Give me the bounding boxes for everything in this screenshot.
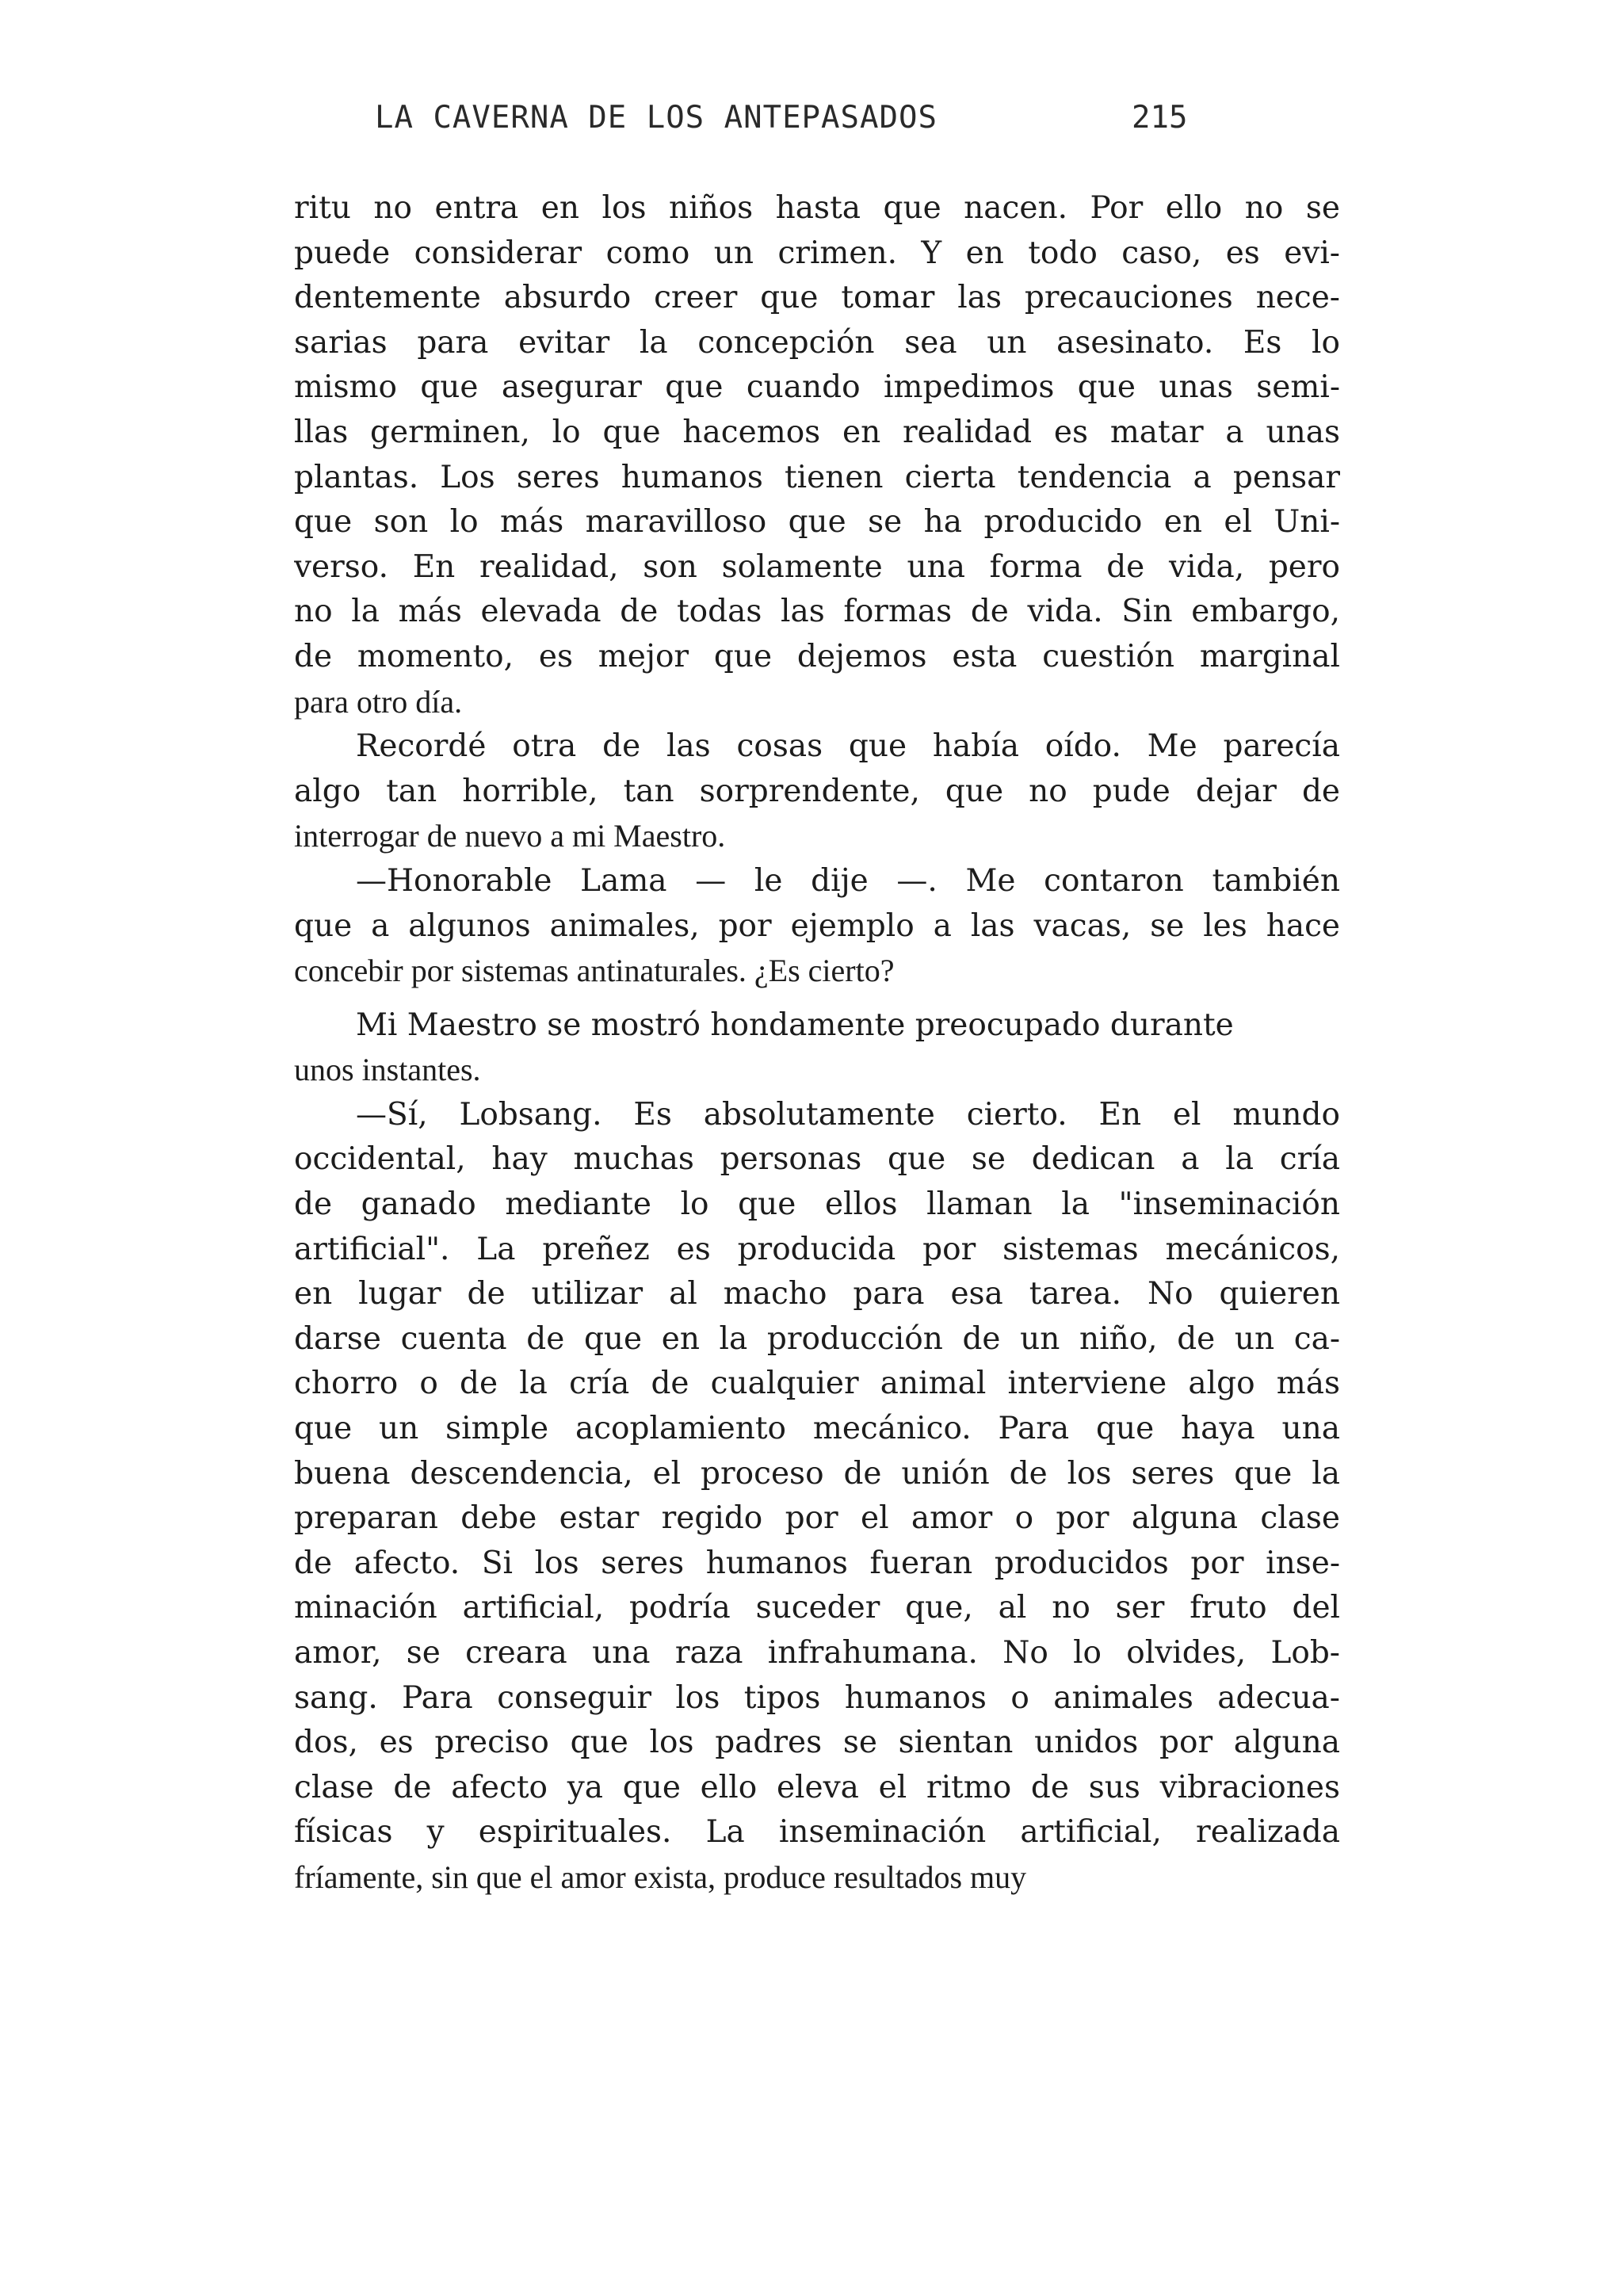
text-line: mismo que asegurar que cuando impedimos que unas semi- xyxy=(294,369,1340,406)
text-line: preparan debe estar regido por el amor o por alguna clase xyxy=(294,1500,1340,1537)
text-line: sang. Para conseguir los tipos humanos o animales adecua- xyxy=(294,1679,1340,1716)
text-line: occidental, hay muchas personas que se dedican a la cría xyxy=(294,1141,1340,1178)
text-line: Mi Maestro se mostró hondamente preocupado durante xyxy=(356,1007,1234,1043)
text-line: concebir por sistemas antinaturales. ¿Es cierto? xyxy=(294,953,895,989)
text-line: que a algunos animales, por ejemplo a las vacas, se les hace xyxy=(294,907,1340,944)
text-line: de momento, es mejor que dejemos esta cuestión marginal xyxy=(294,638,1340,674)
text-line: sarias para evitar la concepción sea un asesinato. Es lo xyxy=(294,324,1340,361)
text-line: de afecto. Si los seres humanos fueran producidos por inse- xyxy=(294,1545,1340,1581)
text-line: para otro día. xyxy=(294,683,463,720)
text-line: amor, se creara una raza infrahumana. No lo olvides, Lob- xyxy=(294,1635,1340,1671)
paragraph xyxy=(294,1093,1340,1901)
text-line: ritu no entra en los niños hasta que nacen. Por ello no se xyxy=(294,190,1340,226)
text-line: que son lo más maravilloso que se ha producido en el Uni- xyxy=(294,504,1340,541)
paragraph xyxy=(294,859,1340,994)
body-text xyxy=(294,186,1340,1901)
text-line: clase de afecto ya que ello eleva el ritmo de sus vibraciones xyxy=(294,1769,1340,1805)
text-line: —Honorable Lama — le dije —. Me contaron también xyxy=(356,862,1340,899)
text-line: —Sí, Lobsang. Es absolutamente cierto. En el mundo xyxy=(356,1096,1340,1133)
paragraph xyxy=(294,1003,1340,1093)
text-line: que un simple acoplamiento mecánico. Para que haya una xyxy=(294,1411,1340,1447)
paragraph xyxy=(294,724,1340,859)
page-number: 215 xyxy=(1132,100,1188,136)
text-line: físicas y espirituales. La inseminación artificial, realizada xyxy=(294,1814,1340,1851)
text-line: fríamente, sin que el amor exista, produce resultados muy xyxy=(294,1859,1027,1895)
text-line: interrogar de nuevo a mi Maestro. xyxy=(294,818,726,854)
page-header xyxy=(0,100,1623,139)
running-title: LA CAVERNA DE LOS ANTEPASADOS xyxy=(375,100,938,136)
text-line: artificial". La preñez es producida por sistemas mecánicos, xyxy=(294,1231,1340,1267)
text-line: Recordé otra de las cosas que había oído. Me parecía xyxy=(356,728,1340,765)
text-line: minación artificial, podría suceder que, al no ser fruto del xyxy=(294,1590,1340,1626)
text-line: algo tan horrible, tan sorprendente, que no pude dejar de xyxy=(294,773,1340,809)
paragraph-gap xyxy=(294,994,1340,1003)
text-line: no la más elevada de todas las formas de vida. Sin embargo, xyxy=(294,594,1340,630)
text-line: chorro o de la cría de cualquier animal interviene algo más xyxy=(294,1366,1340,1402)
text-line: dos, es preciso que los padres se sientan unidos por alguna xyxy=(294,1725,1340,1761)
text-line: unos instantes. xyxy=(294,1052,481,1088)
text-line: dentemente absurdo creer que tomar las precauciones nece- xyxy=(294,280,1340,316)
text-line: en lugar de utilizar al macho para esa tarea. No quieren xyxy=(294,1276,1340,1312)
paragraph xyxy=(294,186,1340,724)
text-line: de ganado mediante lo que ellos llaman la "inseminación xyxy=(294,1186,1340,1223)
text-line: plantas. Los seres humanos tienen cierta tendencia a pensar xyxy=(294,459,1340,495)
text-line: puede considerar como un crimen. Y en todo caso, es evi- xyxy=(294,235,1340,271)
text-line: verso. En realidad, son solamente una forma de vida, pero xyxy=(294,548,1340,585)
text-line: buena descendencia, el proceso de unión de los seres que la xyxy=(294,1455,1340,1492)
text-line: darse cuenta de que en la producción de un niño, de un ca- xyxy=(294,1320,1340,1357)
text-line: llas germinen, lo que hacemos en realidad es matar a unas xyxy=(294,414,1340,450)
